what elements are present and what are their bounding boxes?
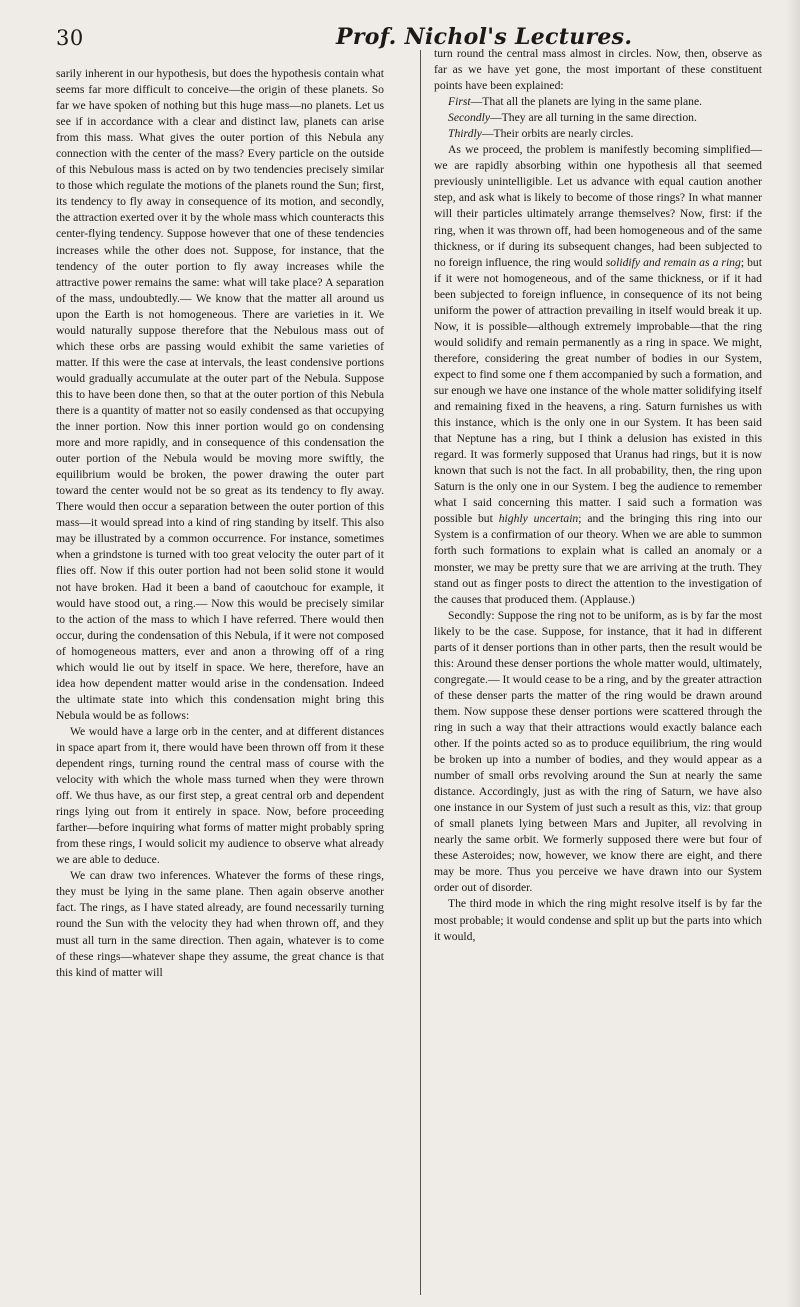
text-run: ; and the bringing this ring into our System is a confirmation of our theory. When we are able to summon forth such formations to explain what is called an anomaly or a monster, we may be pretty sure that we are arriving at the truth. They stand out as finger posts to direct the attention to the investigation of the causes that produced them. (Applause.) — [434, 512, 762, 606]
point-label: Secondly — [448, 111, 491, 125]
paragraph: sarily inherent in our hypothesis, but does the hypothesis contain what seems far more difficult to conceive—the origin of these planets. So far we have spoken of nothing but this huge mass—no planets. Let us see if in accordance with a clear and distinct law, planets can arise from this mass. What gives the outer portion of this Nebula any connection with the center of the mass? Every particle on the outside of this Nebulous mass is acted on by two tendencies precisely similar to those which regulate the motions of the planets round the Sun; first, its tendency to fly away in consequence of its motion, and secondly, the attraction exerted over it by the whole mass which counteracts this center-flying tendency. Suppose however that one of these tendencies increases while the other does not. Suppose, for instance, that the tendency of the outer portion to fly away increases while the attractive power remains the same: what will take place? A separation of the mass, undoubtedly.— We know that the matter all around us upon the Earth is not homogeneous. There are varieties in it. We would naturally suppose therefore that the Nebulous mass out of which these orbs are passing would exhibit the same varieties of matter. If this were the case at intervals, the least condensive portions would gradually accumulate at the outer part of the Nebula. Suppose this to have been done then, so that at the outer portion of this Nebula there is a quantity of matter not so easily condensed as that occupying the inner portion. Now this inner portion would go on condensing more and more rapidly, and in consequence of this condensation the outer portion of the Nebula would be moving more swiftly, the equilibrium would be broken, the power drawing the outer part toward the center would not be so great as its tendency to fly away. There would then occur a separation between the outer portion of this mass—it would spread into a kind of ring standing by itself. This also may be illustrated by a common occurrence. For instance, sometimes when a grindstone is turned with too great velocity the outer part of it flies off. Now if this outer portion had not been solid stone it would not have broken. Had it been a band of caoutchouc for example, it would have stood out, a ring.— Now this would be precisely similar to the action of the mass to which I have referred. There would then occur, during the condensation of this Nebula, if it were not composed of homogeneous matters, ever and anon a throwing off of a ring which would lie out by itself in space. We here, therefore, have an idea how dependent matter would arise in the condensation. Indeed the ultimate state into which this condensation might bring this Nebula would be as follows: — [56, 67, 384, 722]
point-text: —That all the planets are lying in the same plane. — [470, 95, 703, 109]
left-column — [56, 66, 384, 981]
paragraph: Secondly: Suppose the ring not to be uniform, as is by far the most likely to be the case. Suppose, for instance, that it had in different parts of it denser portions than in other parts, then the result would be this: Around these denser portions the whole matter would, ultimately, congregate.— It would cease to be a ring, and by the greater attraction of these denser parts the matter of the ring would be drawn around them. Now suppose these denser portions were scattered through the ring in such a way that their attractions would exactly balance each other. If the points acted so as to produce equilibrium, the ring would be broken up into a number of bodies, and they would appear as a number of small orbs revolving around the Sun at nearly the same distance. Accordingly, just as with the ring of Saturn, we have also one instance in our System of just such a result as this, viz: that group of small planets lying between Mars and Jupiter, all revolving in nearly the same orbit. We formerly supposed there were but four of these Asteroides; now, however, we know there are eight, and there may be more. Thus you perceive we have drawn into our System order out of disorder. — [434, 608, 762, 895]
point-second — [434, 110, 762, 126]
running-title: Prof. Nichol's Lectures. — [336, 24, 633, 50]
text-run: ; but if it were not homogeneous, and of the same thickness, or if it had been subjected to foreign influence, in consequence of its not being uniform the power of attraction prevailing in itself would break it up. Now, it is possible—although extremely improbable—that the ring would solidify and remain permanently as a ring in space. We might, therefore, considering the great number of bodies in our System, expect to find some one f them accompanied by such a formation, and sur enough we have one instance of the whole matter solidifying itself and remaining fixed in the heavens, a ring. Saturn furnishes us with this instance, which is the only one in our System. It has been said that Neptune has a ring, but I think a delusion has existed in this regard. It was formerly supposed that Uranus had rings, but it is now known that such is not the fact. In all probability, then, the ring upon Saturn is the only one in our System. I beg the audience to remember what I said concerning this matter. I said such a formation was possible but — [434, 255, 762, 526]
point-label: Thirdly — [448, 127, 482, 141]
point-text: —They are all turning in the same direction. — [490, 111, 697, 125]
point-first — [434, 94, 762, 110]
paragraph: We would have a large orb in the center, and at different distances in space apart from it, there would have been thrown off from it these dependent rings, turning round the central mass of course with the velocity with which the whole mass turned when they were thrown off. We thus have, as our first step, a great central orb and dependent rings lying out from it entirely in space. Now, before proceeding farther—before inquiring what forms of matter might probably spring from these rings, I would solicit my audience to observe what already we are able to deduce. — [56, 724, 384, 867]
emphasis-run: solidify and remain as a ring — [605, 255, 741, 269]
page-edge-shadow — [786, 0, 800, 1307]
column-divider — [420, 50, 421, 1295]
point-third — [434, 126, 762, 142]
paragraph: turn round the central mass almost in circles. Now, then, observe as far as we have yet gone, the most important of these constituent points have been explained: — [434, 47, 762, 93]
page-number: 30 — [56, 26, 84, 50]
emphasis-run: highly uncertain — [498, 512, 579, 526]
paragraph — [434, 142, 762, 607]
text-run: As we proceed, the problem is manifestly becoming simplified—we are rapidly absorbing within one hypothesis all that seemed previously unintelligible. Let us advance with equal caution another step, and ask what is likely to become of those rings? In what manner will their particles ultimately arrange themselves? Now, first: if the ring, when it was thrown off, had been homogeneous and of the same thickness, or if during its subsequent changes, had been subjected to no foreign influence, the ring would — [434, 143, 762, 269]
point-label: First — [448, 95, 471, 109]
right-column — [434, 46, 762, 945]
paragraph: The third mode in which the ring might resolve itself is by far the most probable; it would condense and split up but the parts into which it would, — [434, 897, 762, 943]
paragraph: We can draw two inferences. Whatever the forms of these rings, they must be lying in the same plane. Then again observe another fact. The rings, as I have stated already, are found necessarily turning round the Sun with the velocity they had when thrown off, and they must all turn in the same direction. Then again, whatever is to come of these rings—whatever shape they assume, the great chance is that this kind of matter will — [56, 869, 384, 979]
point-text: —Their orbits are nearly circles. — [481, 127, 634, 141]
